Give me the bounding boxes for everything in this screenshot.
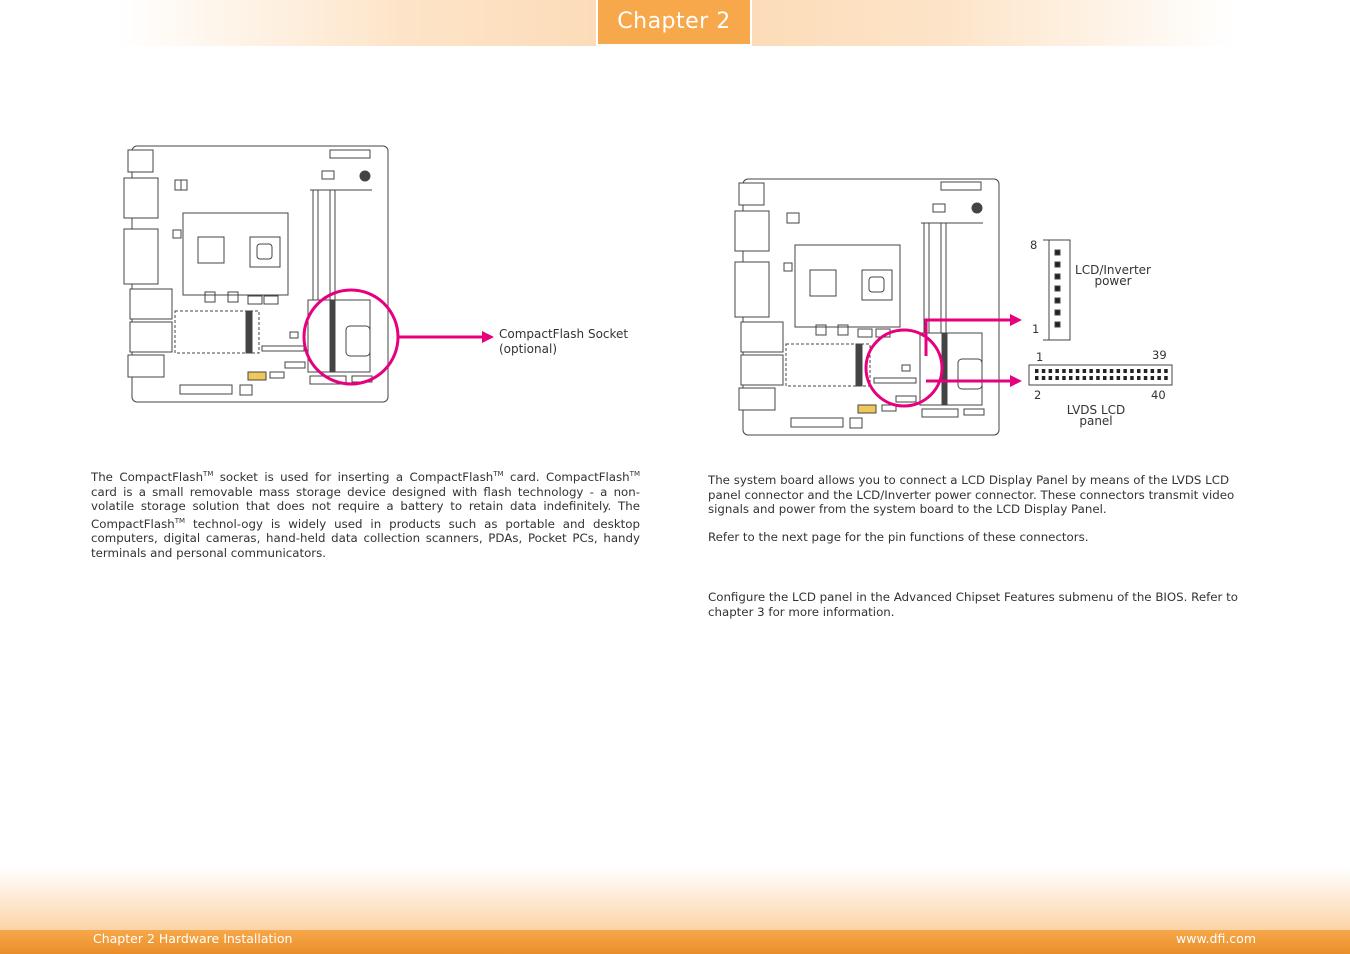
lvds-pin — [1042, 376, 1046, 380]
lvds-pin — [1130, 369, 1134, 373]
lvds-pin-2-label: 2 — [1034, 388, 1042, 402]
lcd-description: The system board allows you to connect a LCD Display Panel by means of the LVDS LCD panel connector and the LCD/Inverter power connector. These connectors transmit video signals and power from the system board to the LCD Display Panel. — [708, 473, 1235, 517]
lvds-pin — [1110, 376, 1114, 380]
lvds-label-line1: LVDS LCD — [1066, 403, 1126, 417]
inverter-pin-8-label: 8 — [1030, 238, 1038, 252]
footer-gradient — [0, 868, 1350, 930]
lvds-pin-39-label: 39 — [1152, 348, 1167, 362]
inverter-connector — [1043, 240, 1070, 340]
compactflash-callout-line1: CompactFlash Socket — [499, 327, 629, 341]
lcd-bios-note: Configure the LCD panel in the Advanced Chipset Features submenu of the BIOS. Refer to chapter 3 for more information. — [708, 590, 1238, 619]
lvds-pin — [1083, 376, 1087, 380]
lvds-pin — [1117, 369, 1121, 373]
lvds-pin — [1130, 376, 1134, 380]
lvds-pin — [1035, 376, 1039, 380]
lvds-pin — [1103, 376, 1107, 380]
footer-website-link[interactable]: www.dfi.com — [1176, 931, 1256, 946]
lvds-pin — [1049, 376, 1053, 380]
lvds-pin — [1083, 369, 1087, 373]
compactflash-callout-line2: (optional) — [499, 342, 557, 356]
lvds-pin — [1123, 376, 1127, 380]
lvds-pin — [1110, 369, 1114, 373]
lvds-pin — [1144, 376, 1148, 380]
inverter-label-line2: power — [1094, 274, 1132, 288]
lvds-pin — [1089, 376, 1093, 380]
inverter-label-line1: LCD/Inverter — [1075, 263, 1151, 277]
lvds-pin — [1137, 369, 1141, 373]
lvds-pin — [1103, 369, 1107, 373]
lvds-pin — [1096, 376, 1100, 380]
lvds-pin — [1164, 376, 1168, 380]
lvds-pin — [1069, 376, 1073, 380]
lvds-pin — [1117, 376, 1121, 380]
lvds-pin — [1055, 376, 1059, 380]
chapter-tab: Chapter 2 — [598, 0, 750, 44]
lvds-pin — [1076, 369, 1080, 373]
lvds-pin — [1137, 376, 1141, 380]
lvds-pin — [1157, 369, 1161, 373]
lvds-pin — [1151, 369, 1155, 373]
lvds-pin — [1062, 369, 1066, 373]
lvds-pin — [1062, 376, 1066, 380]
left-board-diagram — [124, 146, 494, 402]
lvds-pin — [1123, 369, 1127, 373]
compactflash-description: The CompactFlash™ socket is used for inserting a CompactFlash™ card. CompactFlash™ card is a small removable mass storage device designed with flash technology - a non-volatile storage solution that does not require a battery to retain data indefinitely. The CompactFlash™ technol-ogy is widely used in products such as portable and desktop computers, digital cameras, hand-held data collection scanners, PDAs, Pocket PCs, handy terminals and personal communicators. — [91, 469, 640, 560]
lvds-pin — [1144, 369, 1148, 373]
lvds-pin-40-label: 40 — [1151, 388, 1166, 402]
lvds-pin — [1096, 369, 1100, 373]
lvds-pin — [1076, 376, 1080, 380]
lvds-pin — [1157, 376, 1161, 380]
lvds-pin — [1151, 376, 1155, 380]
lvds-pin-1-label: 1 — [1036, 350, 1044, 364]
lvds-pin — [1069, 369, 1073, 373]
lvds-pin — [1089, 369, 1093, 373]
lvds-pin — [1164, 369, 1168, 373]
lcd-refer-note: Refer to the next page for the pin functions of these connectors. — [708, 530, 1089, 544]
lvds-label-line2: panel — [1079, 414, 1113, 428]
lvds-pin — [1042, 369, 1046, 373]
right-board-diagram — [735, 179, 1022, 435]
footer-chapter-title: Chapter 2 Hardware Installation — [93, 931, 293, 946]
lvds-pin — [1055, 369, 1059, 373]
lvds-pin — [1035, 369, 1039, 373]
lvds-connector — [1029, 365, 1172, 385]
lvds-pin — [1049, 369, 1053, 373]
inverter-pin-1-label: 1 — [1032, 322, 1040, 336]
